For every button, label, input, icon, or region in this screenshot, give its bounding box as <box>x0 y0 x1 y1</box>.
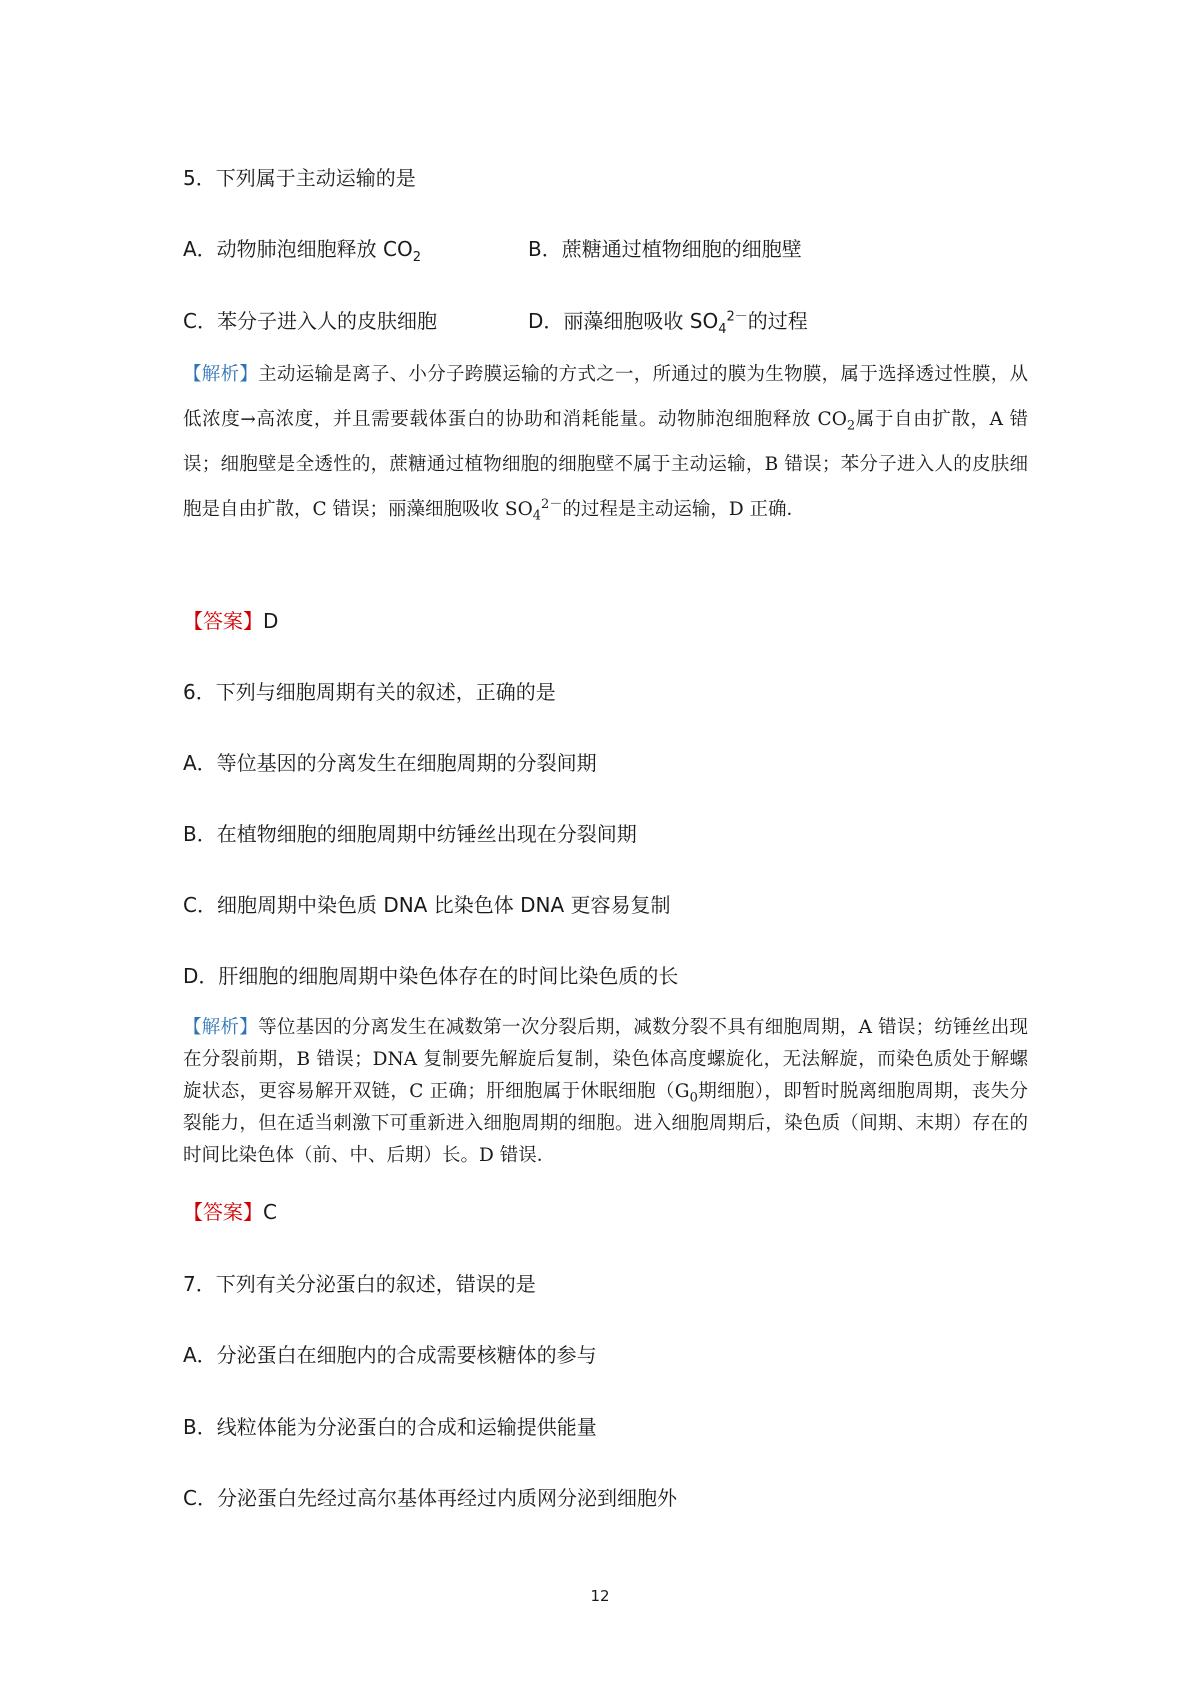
q6-option-c: C．细胞周期中染色质 DNA 比染色体 DNA 更容易复制 <box>183 893 671 917</box>
analysis-tag: 【解析】 <box>183 1017 259 1038</box>
q5-option-a: A．动物肺泡细胞释放 $CO_2$ <box>183 237 422 265</box>
q7-option-a: A．分泌蛋白在细胞内的合成需要核糖体的参与 <box>183 1343 597 1367</box>
q5-answer: 【答案】D <box>183 609 279 633</box>
q6-option-a: A．等位基因的分离发生在细胞周期的分裂间期 <box>183 751 597 775</box>
q7-stem: 7．下列有关分泌蛋白的叙述，错误的是 <box>183 1272 536 1296</box>
q6-option-d: D．肝细胞的细胞周期中染色体存在的时间比染色质的长 <box>183 964 679 988</box>
q5-stem: 5．下列属于主动运输的是 <box>183 166 416 190</box>
analysis-tag: 【解析】 <box>183 364 259 385</box>
q5-option-b: B．蔗糖通过植物细胞的细胞壁 <box>528 237 802 261</box>
q5-option-d: D．丽藻细胞吸收 $SO_4^{2-}$的过程 <box>528 309 808 337</box>
page-number: 12 <box>590 1587 610 1605</box>
q7-option-c: C．分泌蛋白先经过高尔基体再经过内质网分泌到细胞外 <box>183 1486 677 1510</box>
q6-answer: 【答案】C <box>183 1200 277 1224</box>
q6-option-b: B．在植物细胞的细胞周期中纺锤丝出现在分裂间期 <box>183 822 637 846</box>
q7-option-b: B．线粒体能为分泌蛋白的合成和运输提供能量 <box>183 1415 597 1439</box>
q5-analysis: 【解析】主动运输是离子、小分子跨膜运输的方式之一，所通过的膜为生物膜，属于选择透过性膜，从低浓度→高浓度，并且需要载体蛋白的协助和消耗能量。动物肺泡细胞释放 $CO_2$属于自由扩散，A 错误；细胞壁是全透性的，蔗糖通过植物细胞的细胞壁不属于主动运输，B 错误；苯分子进入人的皮肤细胞是自由扩散，C 错误；丽藻细胞吸收 $SO_4^{2-}$的过程是主动运输，D 正确． <box>183 364 1028 524</box>
q5-option-c: C．苯分子进入人的皮肤细胞 <box>183 309 437 333</box>
answer-tag: 【答案】 <box>183 1200 263 1224</box>
q6-analysis: 【解析】等位基因的分离发生在减数第一次分裂后期，减数分裂不具有细胞周期，A 错误；纺锤丝出现在分裂前期，B 错误；DNA 复制要先解旋后复制，染色体高度螺旋化，无法解旋，而染色质处于解螺旋状态，更容易解开双链，C 正确；肝细胞属于休眠细胞（$G_0$期细胞），即暂时脱离细胞周期，丧失分裂能力，但在适当刺激下可重新进入细胞周期的细胞。进入细胞周期后，染色质（间期、末期）存在的时间比染色体（前、中、后期）长。D 错误． <box>183 1017 1028 1166</box>
q6-stem: 6．下列与细胞周期有关的叙述，正确的是 <box>183 680 556 704</box>
answer-tag: 【答案】 <box>183 609 263 633</box>
